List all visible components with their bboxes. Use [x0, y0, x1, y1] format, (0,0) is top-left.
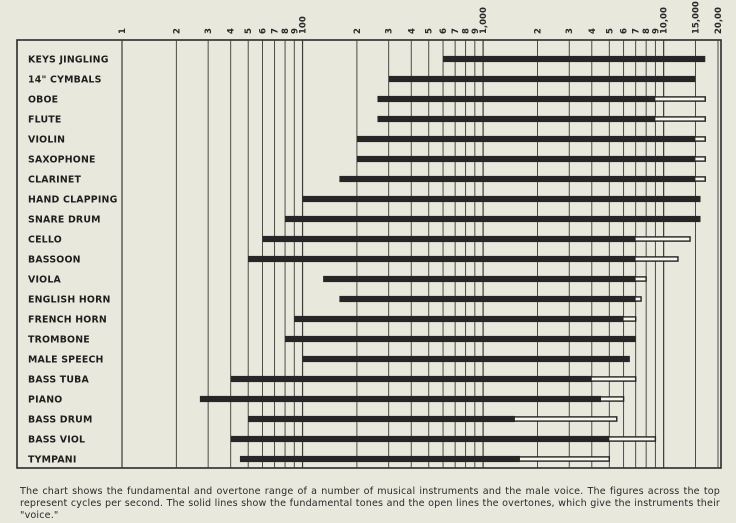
fundamental-bar	[231, 436, 610, 442]
overtone-bar	[518, 457, 609, 461]
overtone-bar	[607, 437, 655, 441]
instrument-row	[28, 394, 624, 405]
x-tick-label: 2	[352, 28, 363, 34]
instrument-label: VIOLA	[28, 274, 61, 286]
instrument-label: SNARE DRUM	[28, 214, 101, 226]
instrument-label: OBOE	[28, 94, 59, 106]
x-tick-label: 6	[439, 28, 450, 34]
fundamental-bar	[323, 276, 636, 282]
instrument-label: 14" CYMBALS	[28, 74, 102, 86]
instrument-label: TROMBONE	[28, 334, 90, 346]
instrument-row	[28, 154, 705, 165]
instrument-label: KEYS JINGLING	[28, 54, 109, 66]
instrument-row	[28, 374, 636, 385]
x-tick-label: 10,00	[659, 7, 670, 34]
instrument-label: BASS TUBA	[28, 374, 89, 386]
x-tick-label: 1	[118, 28, 128, 34]
fundamental-bar	[339, 176, 695, 182]
chart-caption: The chart shows the fundamental and overtone range of a number of musical instruments and the male voice. The figures across the top represent cycles per second. The solid lines show the fundamental tones and the open lines the overtones, which give the instruments their "voice."	[20, 486, 720, 522]
instrument-row	[28, 334, 636, 345]
instrument-row	[28, 54, 705, 65]
instrument-label: SAXOPHONE	[28, 154, 96, 166]
instrument-row	[28, 354, 630, 365]
fundamental-bar	[377, 116, 655, 122]
instrument-label: BASSOON	[28, 254, 81, 266]
instrument-label: FRENCH HORN	[28, 314, 107, 326]
fundamental-bar	[285, 216, 700, 222]
x-tick-label: 4	[587, 28, 598, 34]
x-tick-label: 4	[407, 28, 418, 34]
x-tick-label: 3	[384, 28, 395, 34]
instrument-label: CLARINET	[28, 174, 82, 186]
fundamental-bar	[262, 236, 635, 242]
x-tick-label: 1,000	[479, 7, 490, 34]
fundamental-bar	[248, 416, 515, 422]
x-tick-label: 5	[605, 28, 616, 34]
instrument-rows	[28, 54, 705, 465]
instrument-row	[28, 194, 701, 205]
instrument-row	[28, 414, 617, 425]
fundamental-bar	[248, 256, 635, 262]
instrument-label: BASS DRUM	[28, 414, 93, 426]
x-tick-label: 15,000	[691, 1, 702, 34]
fundamental-bar	[240, 456, 520, 462]
overtone-bar	[513, 417, 617, 421]
overtone-bar	[590, 377, 636, 381]
overtone-bar	[653, 117, 705, 121]
instrument-label: VIOLIN	[28, 134, 66, 146]
grid-lines	[122, 40, 718, 468]
x-axis-tick-labels	[118, 1, 724, 34]
instrument-row	[28, 174, 705, 185]
x-tick-label: 8	[281, 28, 292, 34]
overtone-bar	[653, 97, 705, 101]
overtone-bar	[634, 237, 690, 241]
overtone-bar	[599, 397, 624, 401]
instrument-row	[28, 454, 609, 465]
instrument-row	[28, 254, 678, 265]
fundamental-bar	[443, 56, 705, 62]
fundamental-bar	[357, 136, 696, 142]
x-tick-label: 7	[631, 28, 642, 34]
fundamental-bar	[200, 396, 601, 402]
x-tick-label: 100	[298, 16, 309, 34]
fundamental-bar	[303, 356, 630, 362]
instrument-label: TYMPANI	[28, 454, 77, 466]
x-tick-label: 3	[204, 28, 215, 34]
x-tick-label: 9	[651, 28, 662, 34]
instrument-label: FLUTE	[28, 114, 62, 126]
instrument-label: ENGLISH HORN	[28, 294, 111, 306]
x-tick-label: 4	[226, 28, 237, 34]
instrument-label: HAND CLAPPING	[28, 194, 118, 206]
x-tick-label: 8	[642, 28, 653, 34]
fundamental-bar	[294, 316, 623, 322]
instrument-row	[28, 134, 705, 145]
x-tick-label: 9	[290, 28, 301, 34]
fundamental-bar	[303, 196, 701, 202]
fundamental-bar	[285, 336, 636, 342]
fundamental-bar	[389, 76, 696, 82]
x-tick-label: 3	[565, 28, 576, 34]
instrument-row	[28, 274, 646, 285]
instrument-row	[28, 314, 636, 325]
fundamental-bar	[231, 376, 592, 382]
x-tick-label: 7	[451, 28, 462, 34]
instrument-row	[28, 94, 705, 105]
x-tick-label: 20,00	[714, 7, 724, 34]
x-tick-label: 9	[470, 28, 481, 34]
fundamental-bar	[357, 156, 696, 162]
x-tick-label: 2	[172, 28, 183, 34]
instrument-row	[28, 294, 641, 305]
x-tick-label: 6	[619, 28, 630, 34]
fundamental-bar	[377, 96, 655, 102]
x-tick-label: 6	[258, 28, 269, 34]
x-tick-label: 2	[533, 28, 544, 34]
overtone-bar	[634, 257, 678, 261]
instrument-label: MALE SPEECH	[28, 354, 104, 366]
x-tick-label: 8	[461, 28, 472, 34]
x-tick-label: 5	[424, 28, 435, 34]
instrument-row	[28, 74, 695, 85]
x-tick-label: 7	[270, 28, 281, 34]
instrument-label: PIANO	[28, 394, 63, 406]
instrument-row	[28, 214, 701, 225]
instrument-row	[28, 114, 705, 125]
instrument-row	[28, 234, 690, 245]
overtone-bar	[622, 317, 636, 321]
fundamental-bar	[339, 296, 635, 302]
instrument-label: BASS VIOL	[28, 434, 86, 446]
x-tick-label: 5	[244, 28, 255, 34]
instrument-label: CELLO	[28, 234, 62, 246]
